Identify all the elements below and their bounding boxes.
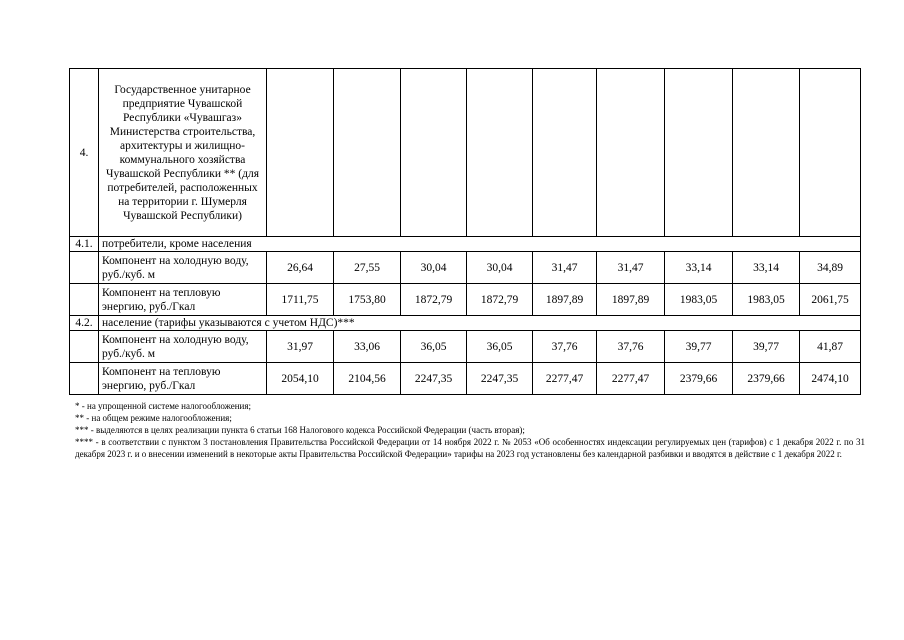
empty-cell	[665, 69, 733, 237]
empty-cell	[467, 69, 533, 237]
tariff-value: 34,89	[800, 252, 861, 284]
tariff-value: 33,06	[334, 331, 401, 363]
tariff-value: 1872,79	[401, 284, 467, 316]
empty-cell	[533, 69, 597, 237]
footnote-1: * - на упрощенной системе налогообложения;	[75, 401, 252, 411]
tariff-value: 37,76	[533, 331, 597, 363]
tariff-value: 2104,56	[334, 363, 401, 395]
empty-cell	[70, 252, 99, 284]
tariff-value: 2277,47	[597, 363, 665, 395]
organization-name: Государственное унитарное предприятие Чувашской Республики «Чувашгаз» Министерства строительства, архитектуры и жилищно-коммунального хозяйства Чувашской Республики ** (для потребителей, расположенных на территории г. Шумерля Чувашской Республики)	[99, 69, 267, 237]
tariff-value: 31,97	[267, 331, 334, 363]
tariff-value: 33,14	[733, 252, 800, 284]
empty-cell	[401, 69, 467, 237]
component-label: Компонент на холодную воду, руб./куб. м	[99, 331, 267, 363]
tariff-value: 36,05	[467, 331, 533, 363]
tariff-value: 1872,79	[467, 284, 533, 316]
tariff-value: 1897,89	[597, 284, 665, 316]
tariff-value: 1897,89	[533, 284, 597, 316]
empty-cell	[70, 331, 99, 363]
tariff-value: 37,76	[597, 331, 665, 363]
component-label: Компонент на холодную воду, руб./куб. м	[99, 252, 267, 284]
tariff-value: 27,55	[334, 252, 401, 284]
tariff-value: 39,77	[733, 331, 800, 363]
section-number: 4.2.	[70, 316, 99, 331]
table-row-section	[70, 237, 861, 252]
tariff-value: 41,87	[800, 331, 861, 363]
tariff-value: 2247,35	[467, 363, 533, 395]
tariff-value: 36,05	[401, 331, 467, 363]
tariff-value: 31,47	[597, 252, 665, 284]
empty-cell	[267, 69, 334, 237]
tariff-value: 2277,47	[533, 363, 597, 395]
tariff-value: 1753,80	[334, 284, 401, 316]
tariff-value: 1711,75	[267, 284, 334, 316]
footnotes	[75, 400, 865, 460]
tariff-value: 30,04	[401, 252, 467, 284]
table-row	[70, 284, 861, 316]
tariff-value: 2474,10	[800, 363, 861, 395]
tariff-value: 2379,66	[733, 363, 800, 395]
table-row-section	[70, 316, 861, 331]
footnote-3: *** - выделяются в целях реализации пункта 6 статьи 168 Налогового кодекса Российской Федерации (часть вторая);	[75, 425, 525, 435]
row-number: 4.	[70, 69, 99, 237]
section-title: население (тарифы указываются с учетом НДС)***	[99, 316, 861, 331]
empty-cell	[733, 69, 800, 237]
tariff-value: 2061,75	[800, 284, 861, 316]
table-row	[70, 363, 861, 395]
table-row	[70, 252, 861, 284]
tariff-value: 1983,05	[665, 284, 733, 316]
empty-cell	[70, 284, 99, 316]
empty-cell	[334, 69, 401, 237]
tariff-value: 33,14	[665, 252, 733, 284]
tariff-value: 2379,66	[665, 363, 733, 395]
footnote-4: **** - в соответствии с пунктом 3 постановления Правительства Российской Федерации от 14 ноября 2022 г. № 2053 «Об особенностях индексации регулируемых цен (тарифов) с 1 декабря 2022 г. по 31 декабря 2023 г. и о внесении изменений в некоторые акты Правительства Российской Федерации» тарифы на 2023 год установлены без календарной разбивки и вводятся в действие с 1 декабря 2022 г.	[75, 437, 865, 459]
tariff-value: 31,47	[533, 252, 597, 284]
tariff-value: 2247,35	[401, 363, 467, 395]
footnote-2: ** - на общем режиме налогообложения;	[75, 413, 232, 423]
empty-cell	[70, 363, 99, 395]
tariff-value: 26,64	[267, 252, 334, 284]
table-row-organization	[70, 69, 861, 237]
section-title: потребители, кроме населения	[99, 237, 861, 252]
tariff-value: 1983,05	[733, 284, 800, 316]
tariff-value: 30,04	[467, 252, 533, 284]
component-label: Компонент на тепловую энергию, руб./Гкал	[99, 363, 267, 395]
component-label: Компонент на тепловую энергию, руб./Гкал	[99, 284, 267, 316]
tariff-table	[69, 68, 861, 395]
section-number: 4.1.	[70, 237, 99, 252]
empty-cell	[597, 69, 665, 237]
tariff-value: 39,77	[665, 331, 733, 363]
tariff-value: 2054,10	[267, 363, 334, 395]
table-row	[70, 331, 861, 363]
empty-cell	[800, 69, 861, 237]
